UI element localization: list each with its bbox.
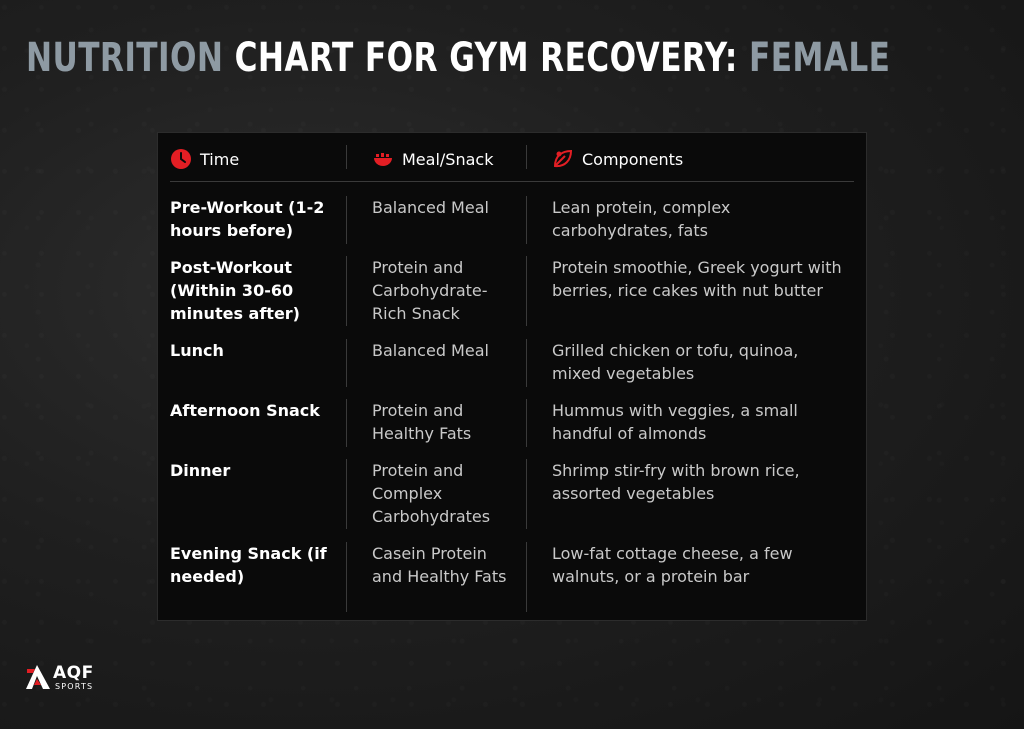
column-divider — [526, 339, 527, 387]
header-divider — [346, 145, 347, 169]
header-divider — [526, 145, 527, 169]
time-cell: Dinner — [170, 461, 231, 480]
column-divider — [346, 459, 347, 529]
table-row — [158, 542, 866, 612]
header-components-label: Components — [582, 149, 684, 169]
column-divider — [346, 542, 347, 612]
title-part-nutrition: NUTRITION — [26, 35, 235, 81]
components-cell: Grilled chicken or tofu, quinoa, mixed vegetables — [552, 341, 799, 383]
page-title — [26, 30, 890, 86]
header-meal-label: Meal/Snack — [402, 149, 494, 169]
meal-cell: Balanced Meal — [372, 198, 489, 217]
nutrition-table — [157, 132, 867, 621]
column-divider — [526, 196, 527, 244]
title-part-female: FEMALE — [748, 35, 891, 81]
table-row — [158, 339, 866, 387]
header-rule — [170, 181, 854, 182]
bowl-icon — [372, 148, 394, 170]
components-cell: Hummus with veggies, a small handful of almonds — [552, 401, 798, 443]
column-divider — [526, 459, 527, 529]
leaf-icon — [552, 148, 574, 170]
components-cell: Low-fat cottage cheese, a few walnuts, or a protein bar — [552, 544, 793, 586]
time-cell: Evening Snack (if needed) — [170, 544, 327, 586]
header-components — [552, 147, 683, 171]
components-cell: Shrimp stir-fry with brown rice, assorted vegetables — [552, 461, 800, 503]
meal-cell: Protein and Carbohydrate-Rich Snack — [372, 258, 488, 323]
table-header — [158, 133, 866, 183]
aqf-logo-icon — [25, 663, 51, 695]
logo-sub: SPORTS — [55, 682, 94, 691]
logo-brand: AQF — [53, 663, 94, 683]
clock-icon — [170, 148, 192, 170]
header-meal — [372, 147, 493, 171]
meal-cell: Balanced Meal — [372, 341, 489, 360]
table-row — [158, 459, 866, 529]
time-cell: Pre-Workout (1-2 hours before) — [170, 198, 325, 240]
aqf-sports-logo — [25, 663, 105, 693]
time-cell: Lunch — [170, 341, 224, 360]
meal-cell: Protein and Complex Carbohydrates — [372, 461, 491, 526]
column-divider — [526, 399, 527, 447]
column-divider — [526, 542, 527, 612]
title-part-chart: CHART FOR GYM RECOVERY: — [234, 35, 749, 81]
table-row — [158, 399, 866, 447]
time-cell: Afternoon Snack — [170, 401, 320, 420]
header-time-label: Time — [200, 149, 240, 169]
column-divider — [346, 339, 347, 387]
column-divider — [346, 256, 347, 326]
table-row — [158, 256, 866, 326]
time-cell: Post-Workout (Within 30-60 minutes after) — [170, 258, 300, 323]
column-divider — [346, 399, 347, 447]
components-cell: Protein smoothie, Greek yogurt with berries, rice cakes with nut butter — [552, 258, 842, 300]
header-time — [170, 147, 239, 171]
column-divider — [526, 256, 527, 326]
column-divider — [346, 196, 347, 244]
meal-cell: Casein Protein and Healthy Fats — [372, 544, 507, 586]
components-cell: Lean protein, complex carbohydrates, fats — [552, 198, 731, 240]
meal-cell: Protein and Healthy Fats — [372, 401, 472, 443]
table-row — [158, 196, 866, 244]
